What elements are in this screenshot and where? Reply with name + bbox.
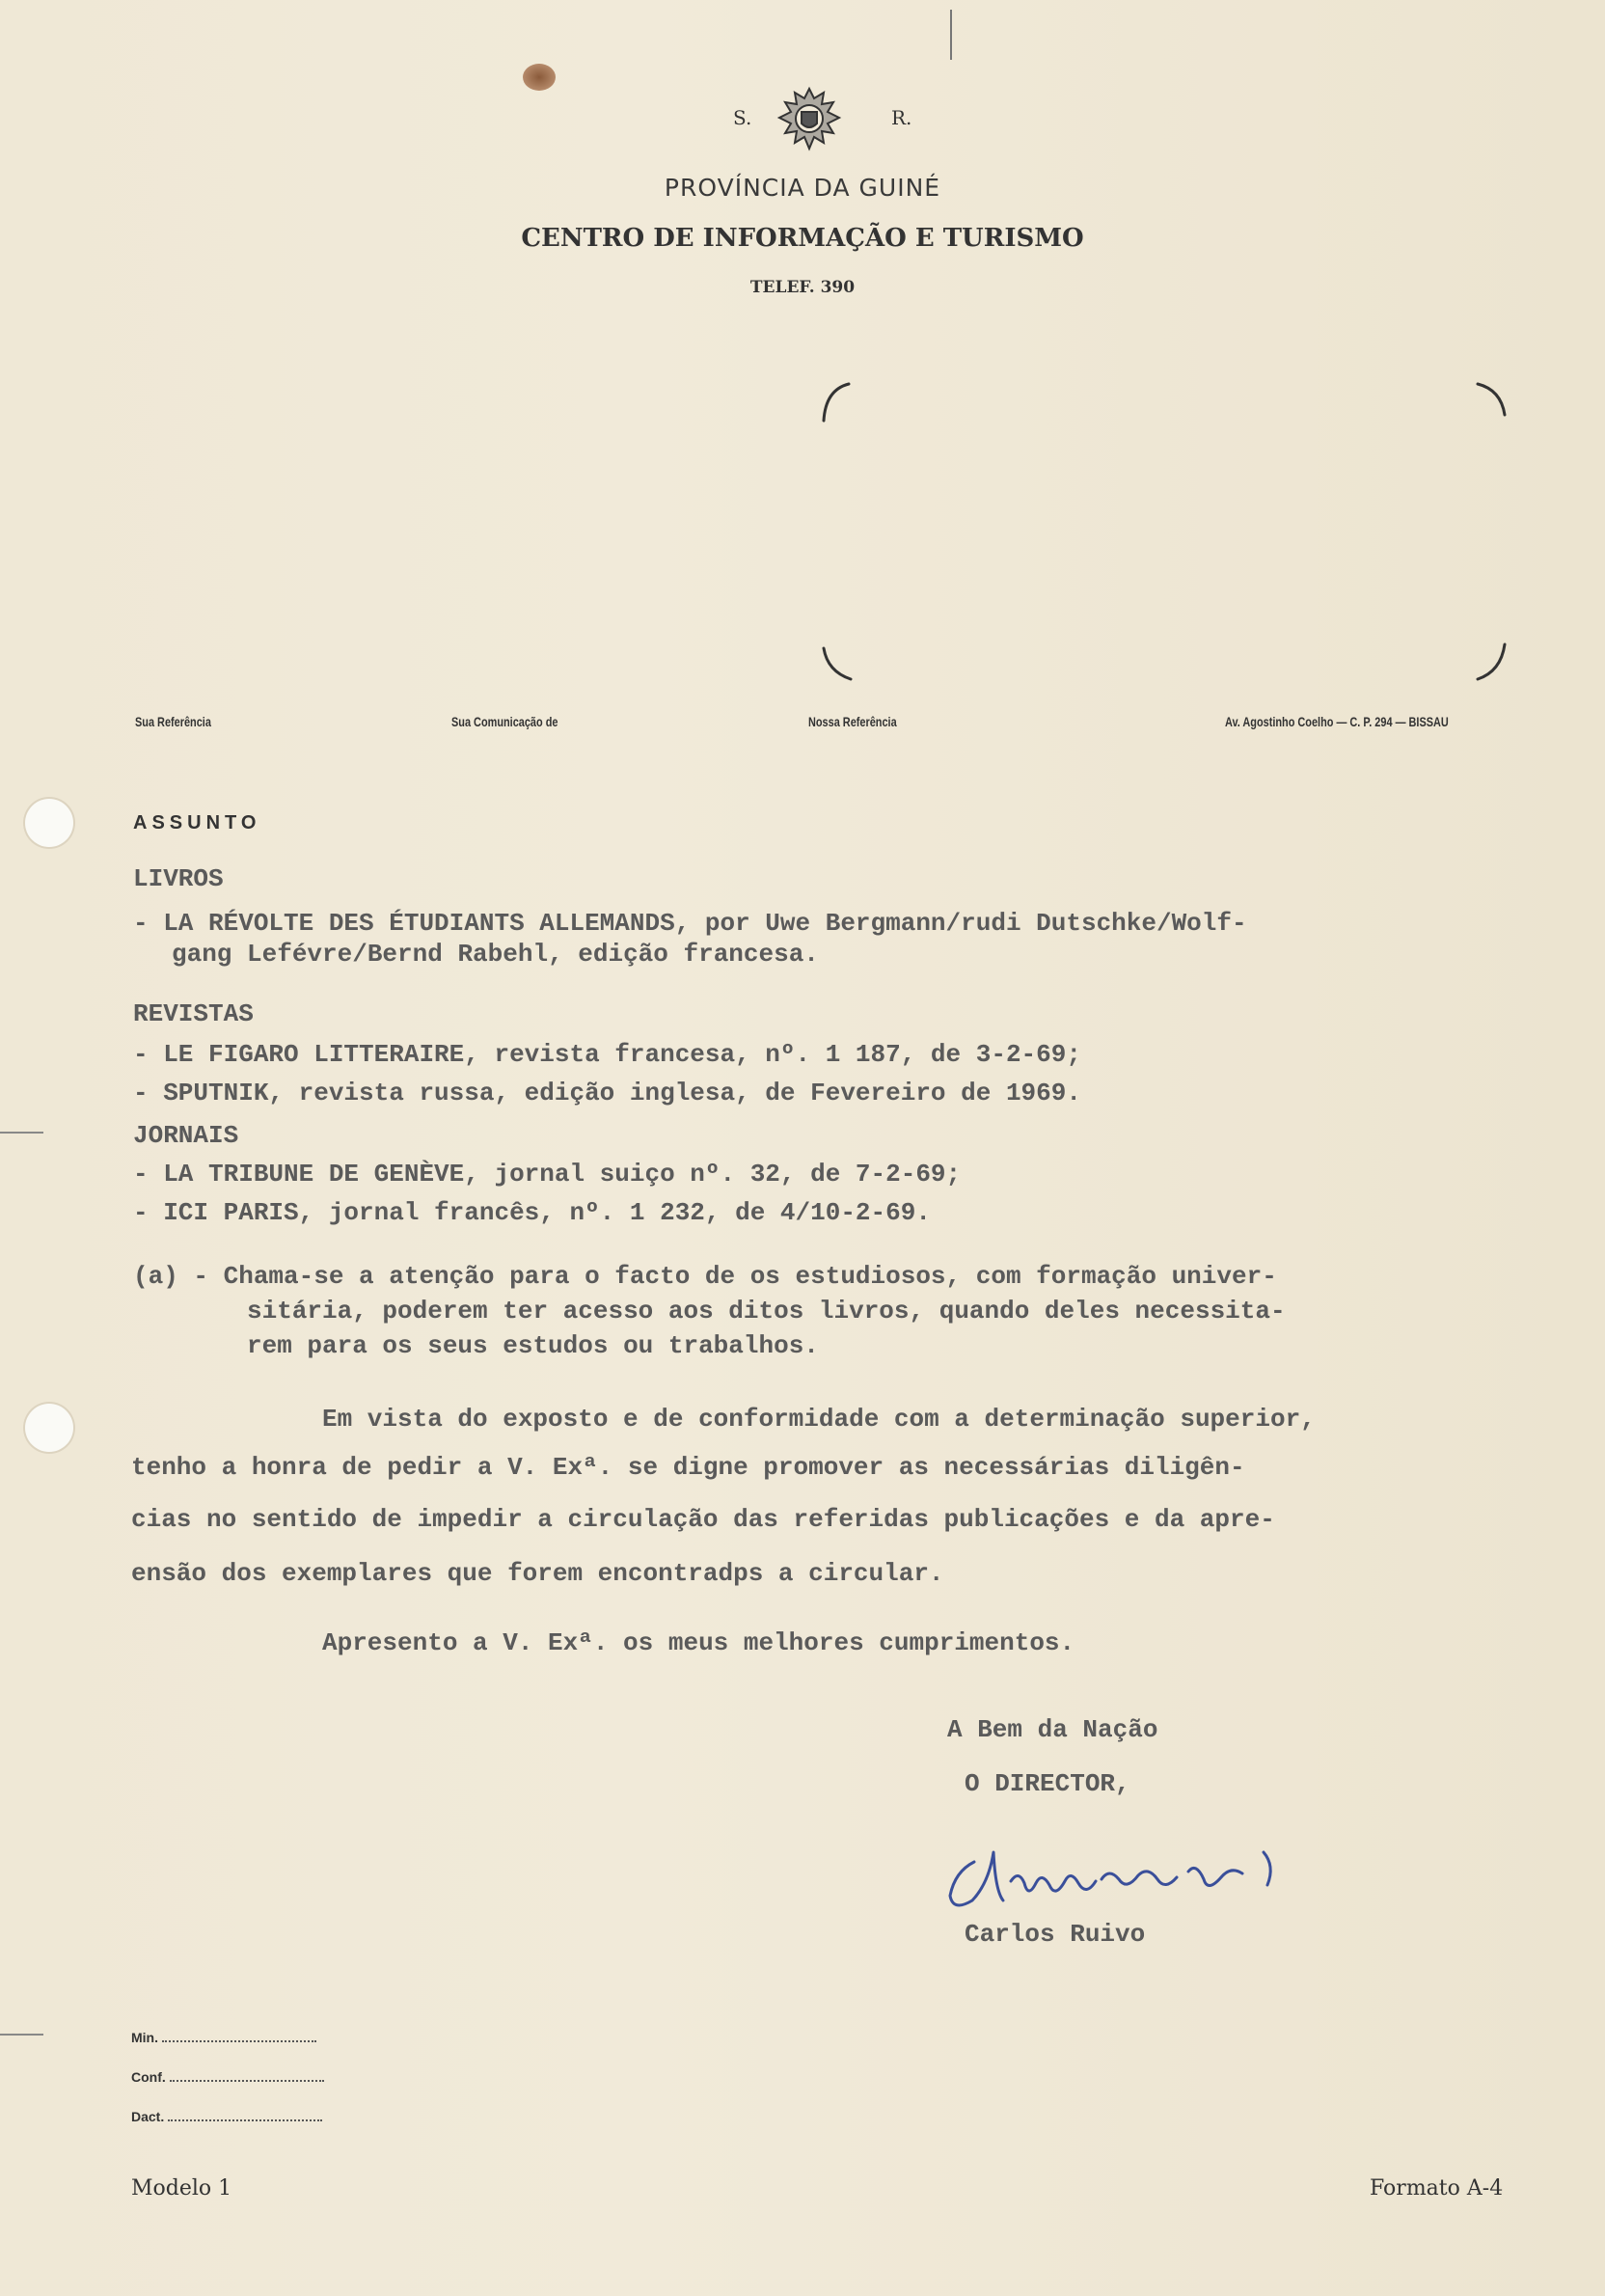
telephone-number: TELEF. 390 xyxy=(749,278,856,297)
body-line-1: Em vista do exposto e de conformidade com a determinação superior, xyxy=(322,1405,1316,1434)
ink-stain xyxy=(523,64,556,91)
jornais-line-2: - ICI PARIS, jornal francês, nº. 1 232, de 4/10-2-69. xyxy=(133,1198,931,1227)
dact-dotted-line xyxy=(168,2119,322,2121)
director-title: O DIRECTOR, xyxy=(965,1769,1130,1798)
note-line-3: rem para os seus estudos ou trabalhos. xyxy=(247,1331,819,1360)
body-line-4: ensão dos exemplares que forem encontradps a circular. xyxy=(131,1559,944,1588)
revistas-line-1: - LE FIGARO LITTERAIRE, revista francesa, nº. 1 187, de 3-2-69; xyxy=(133,1040,1081,1069)
min-label: Min. xyxy=(131,2030,158,2045)
min-dotted-line xyxy=(162,2040,316,2042)
note-line-1: (a) - Chama-se a atenção para o facto de os estudiosos, com formação univer- xyxy=(133,1262,1277,1291)
body-line-3: cias no sentido de impedir a circulação das referidas publicações e da apre- xyxy=(131,1505,1275,1534)
jornais-line-1: - LA TRIBUNE DE GENÈVE, jornal suiço nº. 32, de 7-2-69; xyxy=(133,1160,962,1189)
min-field xyxy=(131,2030,316,2045)
paper-format: Formato A-4 xyxy=(1370,2176,1504,2200)
top-edge-mark xyxy=(950,10,952,60)
dact-field xyxy=(131,2109,322,2124)
punch-hole-top xyxy=(25,799,73,847)
your-communication-label: Sua Comunicação de xyxy=(451,714,558,729)
sr-left-letter: S. xyxy=(733,106,752,129)
signatory-name: Carlos Ruivo xyxy=(965,1920,1146,1949)
dact-label: Dact. xyxy=(131,2109,165,2124)
closing-line: Apresento a V. Exª. os meus melhores cumprimentos. xyxy=(322,1628,1075,1657)
province-title: PROVÍNCIA DA GUINÉ xyxy=(664,174,941,202)
conf-field xyxy=(131,2069,324,2085)
coat-of-arms-icon xyxy=(775,85,843,154)
jornais-heading: JORNAIS xyxy=(133,1121,239,1150)
punch-hole-bottom xyxy=(25,1404,73,1452)
organization-name: CENTRO DE INFORMAÇÃO E TURISMO xyxy=(521,224,1084,253)
conf-dotted-line xyxy=(170,2080,324,2082)
note-line-2: sitária, poderem ter acesso aos ditos livros, quando deles necessita- xyxy=(247,1297,1286,1326)
livros-line-1: - LA RÉVOLTE DES ÉTUDIANTS ALLEMANDS, por Uwe Bergmann/rudi Dutschke/Wolf- xyxy=(133,909,1247,938)
body-line-2: tenho a honra de pedir a V. Exª. se digne promover as necessárias diligên- xyxy=(131,1453,1245,1482)
model-number: Modelo 1 xyxy=(131,2176,232,2200)
subject-label: ASSUNTO xyxy=(133,812,261,834)
revistas-heading: REVISTAS xyxy=(133,999,254,1028)
your-reference-label: Sua Referência xyxy=(135,714,211,729)
handwritten-signature xyxy=(936,1823,1321,1929)
sr-right-letter: R. xyxy=(891,106,912,129)
fold-mark xyxy=(0,1132,43,1134)
fold-mark xyxy=(0,2034,43,2036)
livros-heading: LIVROS xyxy=(133,864,224,893)
salutation: A Bem da Nação xyxy=(947,1715,1158,1744)
address-label: Av. Agostinho Coelho — C. P. 294 — BISSAU xyxy=(1225,714,1449,729)
revistas-line-2: - SPUTNIK, revista russa, edição inglesa, de Fevereiro de 1969. xyxy=(133,1079,1081,1107)
livros-line-2: gang Lefévre/Bernd Rabehl, edição francesa. xyxy=(172,940,819,969)
conf-label: Conf. xyxy=(131,2069,166,2085)
address-window-corners xyxy=(818,378,1512,687)
our-reference-label: Nossa Referência xyxy=(808,714,897,729)
